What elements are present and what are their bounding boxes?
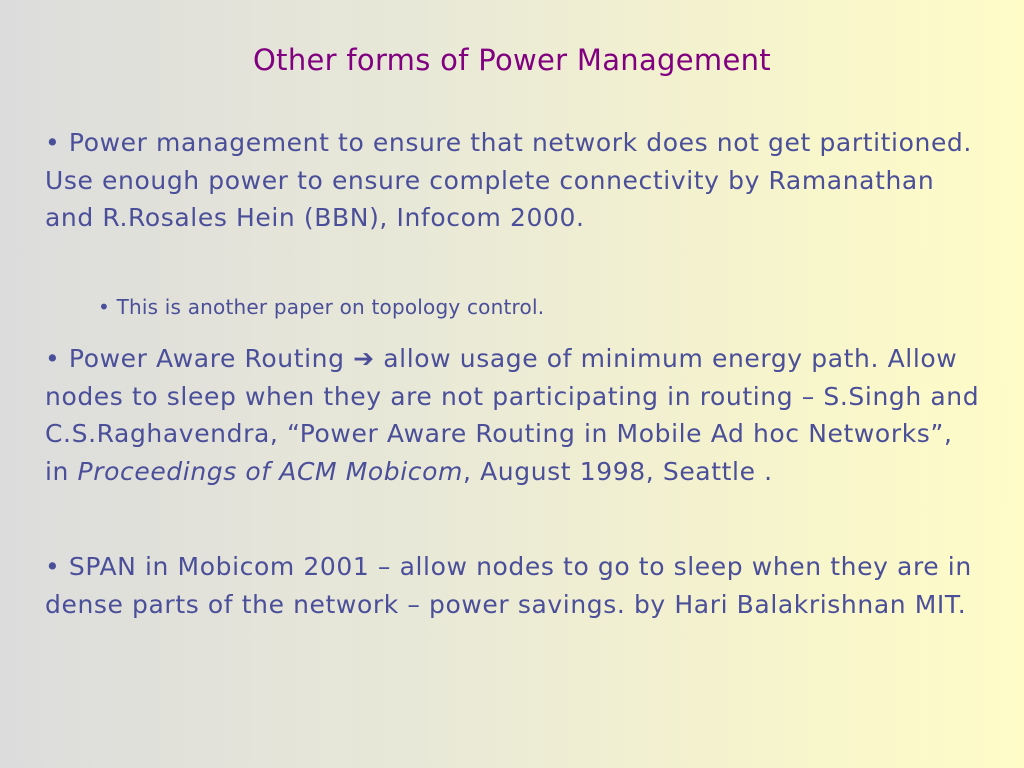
bullet-span xyxy=(45,548,980,623)
slide-title: Other forms of Power Management xyxy=(253,43,771,77)
bullet-text-body: allow usage of minimum energy path. Allow nodes to sleep when they are not participating in routing – S.Singh and C.S.Raghavendra, “Power Aware Routing in Mobile Ad hoc Networks”, in xyxy=(45,344,980,486)
sub-bullet-marker: • xyxy=(98,295,110,319)
right-arrow-icon: ➔ xyxy=(353,344,375,373)
bullet-text-tail: , August 1998, Seattle . xyxy=(463,456,773,486)
bullet-text: SPAN in Mobicom 2001 – allow nodes to go to sleep when they are in dense parts of the network – power savings. by Hari Balakrishnan MIT. xyxy=(45,552,972,619)
bullet-marker: • xyxy=(45,552,61,581)
bullet-text: Power management to ensure that network does not get partitioned. Use enough power to ensure complete connectivity by Ramanathan and R.Rosales Hein (BBN), Infocom 2000. xyxy=(45,128,972,232)
bullet-power-partition xyxy=(45,124,980,237)
sub-bullet-topology-control xyxy=(98,292,544,322)
bullet-text-lead: Power Aware Routing xyxy=(68,344,345,373)
venue-italic: Proceedings of ACM Mobicom xyxy=(77,456,463,486)
sub-bullet-text: This is another paper on topology control. xyxy=(116,295,545,319)
bullet-marker: • xyxy=(45,344,61,373)
bullet-power-aware-routing xyxy=(45,340,980,490)
bullet-marker: • xyxy=(45,128,61,157)
